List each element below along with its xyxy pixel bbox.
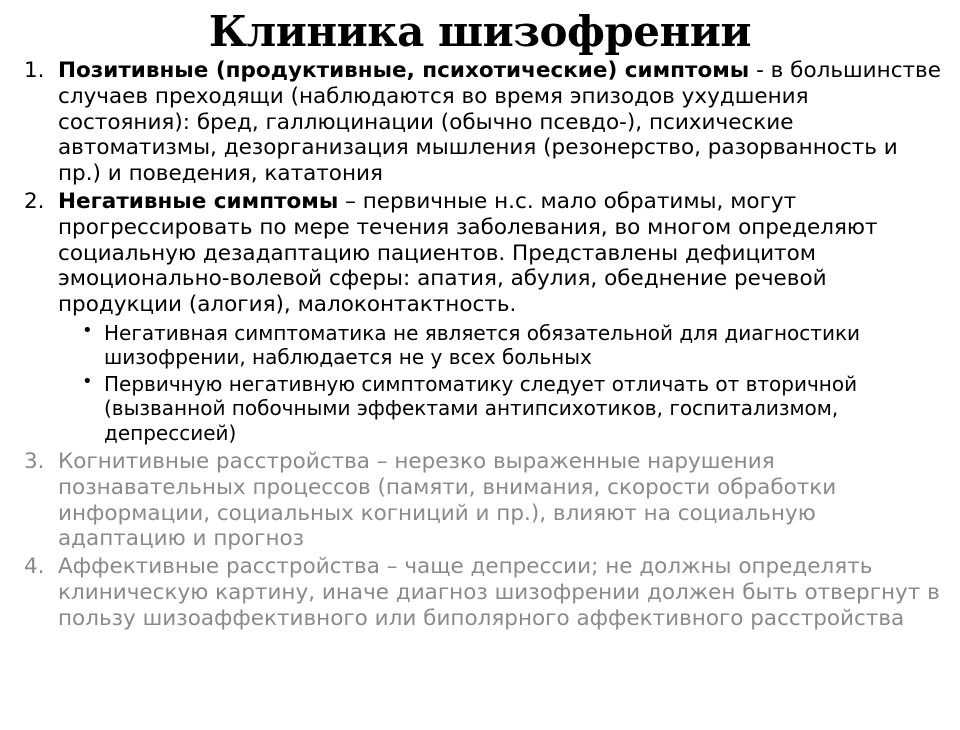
list-item-text: Первичную негативную симптоматику следует отличать от вторичной (вызванной побочными эффектами антипсихотиков, госпитализмом, депрессией)	[104, 371, 858, 445]
list-item-text: – первичные н.с. мало обратимы, могут прогрессировать по мере течения заболевания, во многом определяют социальную дезадаптацию пациентов. Представлены дефицитом эмоционально-волевой сферы: апатия, абулия, обеднение речевой продукции (алогия), малоконтактность.	[58, 189, 878, 318]
list-item	[16, 58, 946, 187]
list-item-number: 4.	[24, 554, 45, 580]
slide	[0, 7, 960, 730]
list-item	[16, 449, 946, 552]
list-item-number: 3.	[24, 449, 45, 475]
list-item	[16, 554, 946, 631]
list-item	[58, 372, 946, 445]
content-list	[0, 58, 960, 632]
list-item	[58, 321, 946, 370]
list-item-number: 2.	[24, 189, 45, 215]
page-title: Клиника шизофрении	[208, 7, 752, 56]
bullet-icon: •	[82, 320, 93, 342]
list-item	[16, 189, 946, 445]
list-item-text: Когнитивные расстройства – нерезко выраженные нарушения познавательных процессов (памяти, внимания, скорости обработки информации, социальных когниций и пр.), влияют на социальную адаптацию и прогноз	[58, 449, 837, 552]
list-item-lead: Позитивные (продуктивные, психотические) симптомы	[58, 58, 750, 84]
list-item-lead: Негативные симптомы	[58, 189, 339, 215]
list-item-text: Негативная симптоматика не является обязательной для диагностики шизофрении, наблюдается не у всех больных	[104, 321, 861, 370]
list-item-text: - в большинстве случаев преходящи (наблюдаются во время эпизодов ухудшения состояния): бред, галлюцинации (обычно псевдо-), психические автоматизмы, дезорганизация мышления (резонерство, разорванность и пр.) и поведения, кататония	[58, 58, 941, 187]
list-item-number: 1.	[24, 58, 45, 84]
list-item-text: Аффективные расстройства – чаще депрессии; не должны определять клиническую картину, иначе диагноз шизофрении должен быть отвергнут в пользу шизоаффективного или биполярного аффективного расстройства	[58, 554, 940, 631]
bullet-icon: •	[82, 370, 93, 392]
sub-list	[58, 321, 946, 445]
